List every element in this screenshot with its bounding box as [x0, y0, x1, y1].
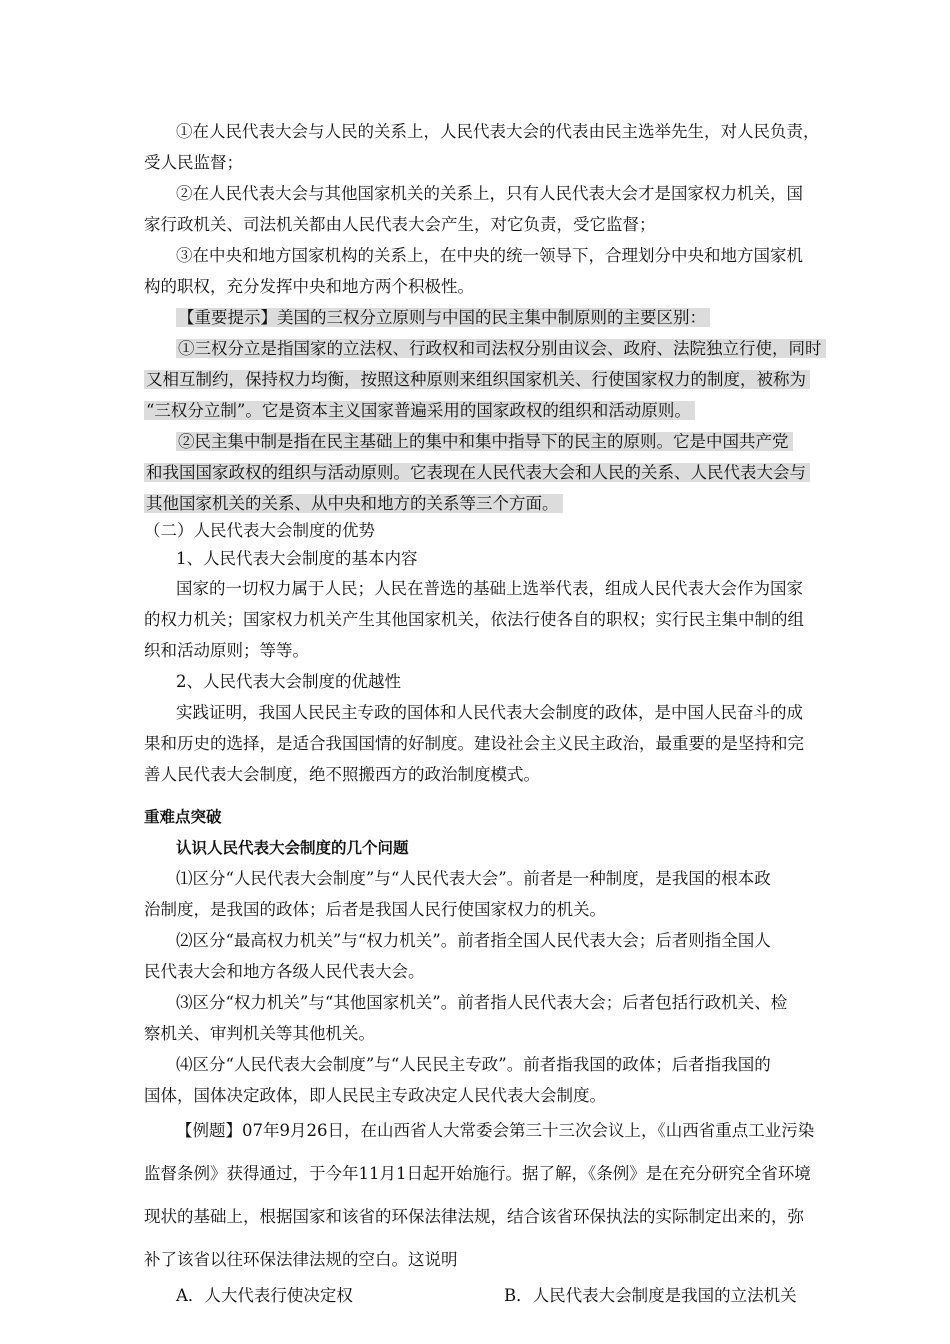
section-2-1-line-2: 的权力机关；国家权力机关产生其他国家机关，依法行使各自的职权；实行民主集中制的组 — [144, 610, 804, 629]
key-points-subheading: 认识人民代表大会制度的几个问题 — [176, 839, 409, 857]
tip-b-line-2-text: 和我国国家政权的组织与活动原则。它表现在人民代表大会和人民的关系、人民代表大会与 — [144, 463, 810, 482]
section-2-1-line-3: 织和活动原则；等等。 — [144, 641, 309, 660]
question-3-line-2: 察机关、审判机关等其他机关。 — [144, 1024, 375, 1043]
section-2-2-line-3: 善人民代表大会制度，绝不照搬西方的政治制度模式。 — [144, 765, 540, 784]
question-4-line-1: ⑷区分“人民代表大会制度”与“人民民主专政”。前者指我国的政体；后者指我国的 — [176, 1055, 771, 1074]
tip-a-line-2 — [144, 369, 810, 391]
tip-b-line-1-text: ②民主集中制是指在民主基础上的集中和集中指导下的民主的原则。它是中国共产党 — [176, 432, 793, 451]
tip-a-line-3-text: “三权分立制”。它是资本主义国家普遍采用的国家政权的组织和活动原则。 — [144, 401, 695, 420]
tip-heading-text: 【重要提示】美国的三权分立原则与中国的民主集中制原则的主要区别： — [176, 308, 710, 327]
question-1-line-2: 治制度，是我国的政体；后者是我国人民行使国家权力的机关。 — [144, 900, 606, 919]
para-1-line-2: 受人民监督； — [144, 153, 243, 172]
question-2-line-1: ⑵区分“最高权力机关”与“权力机关”。前者指全国人民代表大会；后者则指全国人 — [176, 931, 771, 950]
section-2-2-line-2: 果和历史的选择，是适合我国国情的好制度。建设社会主义民主政治，最重要的是坚持和完 — [144, 734, 804, 753]
option-a: A．人大代表行使决定权 — [176, 1286, 353, 1305]
para-3-line-1: ③在中央和地方国家机构的关系上，在中央的统一领导下，合理划分中央和地方国家机 — [176, 246, 803, 265]
tip-a-line-3 — [144, 400, 695, 422]
tip-a-line-1-text: ①三权分立是指国家的立法权、行政权和司法权分别由议会、政府、法院独立行使，同时 — [176, 339, 826, 358]
option-b: B．人民代表大会制度是我国的立法机关 — [504, 1286, 797, 1305]
tip-heading — [176, 307, 710, 329]
tip-b-line-3 — [144, 493, 563, 515]
section-2-1-title: 1、人民代表大会制度的基本内容 — [176, 549, 418, 568]
example-line-4: 补了该省以往环保法律法规的空白。这说明 — [144, 1250, 458, 1269]
example-line-3: 现状的基础上，根据国家和该省的环保法律法规，结合该省环保执法的实际制定出来的，弥 — [144, 1207, 804, 1226]
section-2-title: （二）人民代表大会制度的优势 — [144, 521, 375, 540]
para-2-line-1: ②在人民代表大会与其他国家机关的关系上，只有人民代表大会才是国家权力机关，国 — [176, 184, 803, 203]
question-1-line-1: ⑴区分“人民代表大会制度”与“人民代表大会”。前者是一种制度，是我国的根本政 — [176, 869, 771, 888]
tip-a-line-2-text: 又相互制约，保持权力均衡，按照这种原则来组织国家机关、行使国家权力的制度，被称为 — [144, 370, 810, 389]
section-2-2-line-1: 实践证明，我国人民民主专政的国体和人民代表大会制度的政体，是中国人民奋斗的成 — [176, 703, 803, 722]
para-2-line-2: 家行政机关、司法机关都由人民代表大会产生，对它负责，受它监督； — [144, 215, 656, 234]
example-line-2: 监督条例》获得通过，于今年11月1日起开始施行。据了解，《条例》是在充分研究全省环境 — [144, 1164, 811, 1183]
tip-b-line-1 — [176, 431, 793, 453]
section-2-2-title: 2、人民代表大会制度的优越性 — [176, 672, 401, 691]
question-2-line-2: 民代表大会和地方各级人民代表大会。 — [144, 962, 425, 981]
tip-a-line-1 — [176, 338, 826, 360]
example-line-1: 【例题】07年9月26日，在山西省人大常委会第三十三次会议上，《山西省重点工业污染 — [176, 1121, 815, 1140]
para-1-line-1: ①在人民代表大会与人民的关系上，人民代表大会的代表由民主选举先生，对人民负责， — [176, 122, 820, 141]
tip-b-line-3-text: 其他国家机关的关系、从中央和地方的关系等三个方面。 — [144, 494, 563, 513]
question-4-line-2: 国体，国体决定政体，即人民民主专政决定人民代表大会制度。 — [144, 1086, 606, 1105]
key-points-heading: 重难点突破 — [144, 808, 222, 826]
section-2-1-line-1: 国家的一切权力属于人民；人民在普选的基础上选举代表，组成人民代表大会作为国家 — [176, 579, 803, 598]
tip-b-line-2 — [144, 462, 810, 484]
para-3-line-2: 构的职权，充分发挥中央和地方两个积极性。 — [144, 277, 474, 296]
question-3-line-1: ⑶区分“权力机关”与“其他国家机关”。前者指人民代表大会；后者包括行政机关、检 — [176, 993, 788, 1012]
